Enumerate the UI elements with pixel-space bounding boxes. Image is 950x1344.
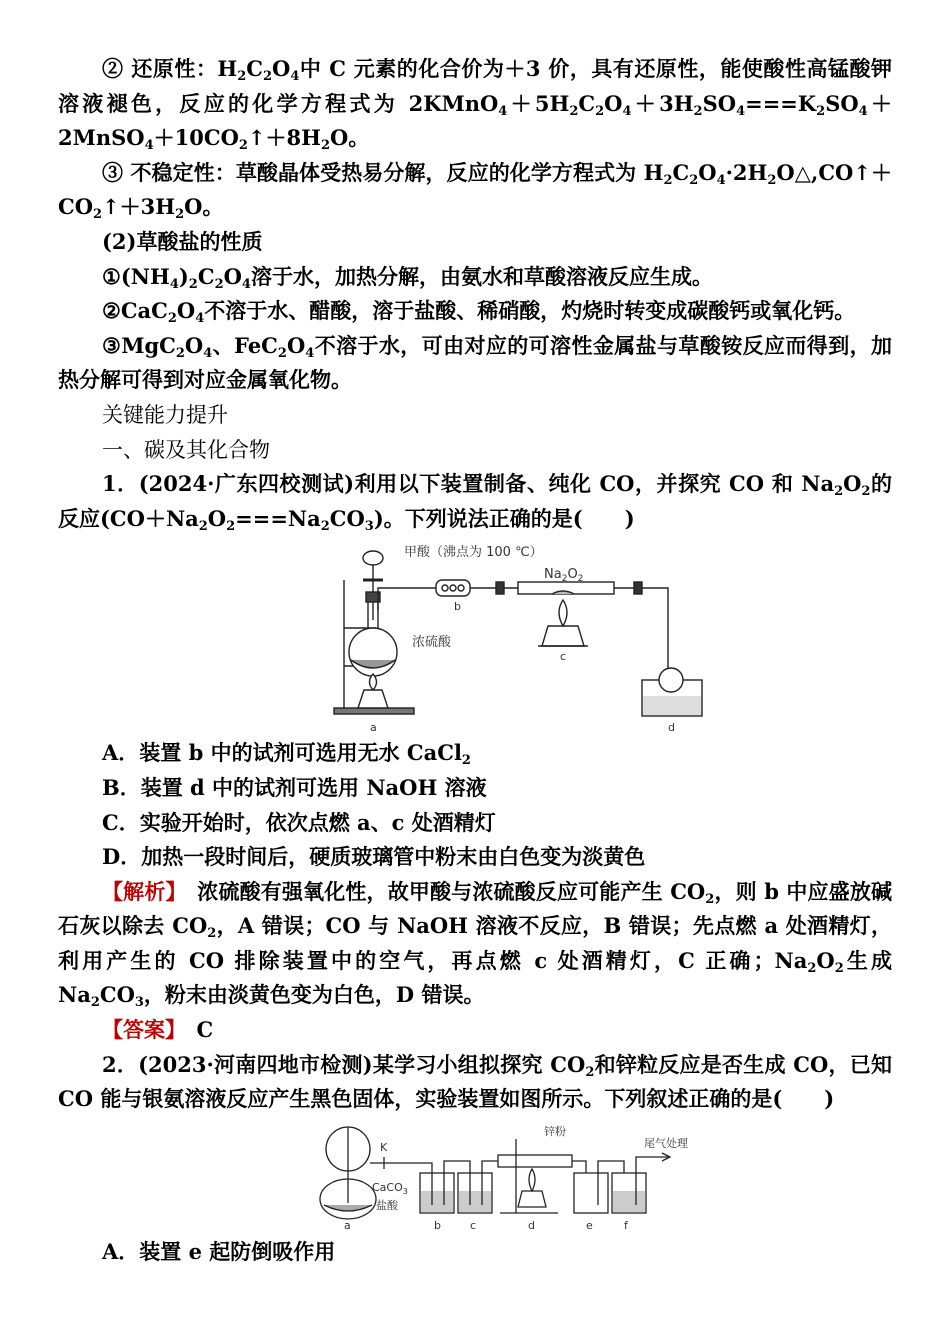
apparatus-diagram-1 (58, 540, 892, 736)
label-b: b (434, 1218, 441, 1232)
paragraph-oxalate-heading: (2)草酸盐的性质 (102, 228, 263, 254)
apparatus-figure-2 (58, 1117, 892, 1235)
label-d: d (668, 721, 675, 735)
paragraph-ammonium-oxalate: $①(NH_4)_2C_2O_4$溶于水，加热分解，由氨水和草酸溶液反应生成。 (102, 263, 713, 292)
label-conc-sulfuric-acid: 浓硫酸 (412, 635, 452, 651)
answer-tag: 【答案】 (102, 1017, 176, 1043)
label-tail-gas: 尾气处理 (644, 1136, 688, 1150)
label-c: c (470, 1218, 477, 1232)
option-1c: C．实验开始时，依次点燃 a、c 处酒精灯 (102, 809, 496, 835)
paragraph-instability: ③ 不稳定性：草酸晶体受热易分解，反应的化学方程式为 $H_2C_2O_4\cdot 2H_2O\triangle,CO↑+CO_2↑+3H_2O$。 (58, 159, 892, 223)
label-a: a (344, 1218, 351, 1232)
label-e: e (586, 1218, 593, 1232)
label-f: f (624, 1218, 628, 1232)
label-formic-acid: 甲酸（沸点为 100 ℃） (404, 545, 543, 561)
label-a: a (370, 721, 377, 735)
paragraph-reducibility: ② 还原性：$H_2C_2O_4$中 C 元素的化合价为＋3 价，具有还原性，能使酸性高锰酸钾溶液褪色，反应的化学方程式为 $2KMnO_4+5H_2C_2O_4+3H_2SO_4===K_2SO_4+2MnSO_4+10CO_2↑+8H_2O$。 (58, 56, 893, 154)
label-hcl: 盐酸 (376, 1198, 398, 1212)
label-d: d (528, 1218, 535, 1232)
section-title-key-ability: 关键能力提升 (102, 402, 228, 427)
section-title-carbon: 一、碳及其化合物 (102, 437, 270, 462)
label-na2o2: $Na_2O_2$ (544, 567, 584, 585)
option-1b: B．装置 d 中的试剂可选用 NaOH 溶液 (102, 774, 487, 800)
label-zinc-powder: 锌粉 (544, 1124, 566, 1138)
option-1d: D．加热一段时间后，硬质玻璃管中粉末由白色变为淡黄色 (102, 844, 646, 870)
apparatus-figure-1 (58, 540, 892, 736)
analysis-tag: 【解析】 (102, 878, 177, 904)
question-1-answer: 【答案】 C (102, 1017, 214, 1043)
question-1-stem: 1．(2024·广东四校测试)利用以下装置制备、纯化 CO，并探究 CO 和 $Na_2O_2$的反应$(CO+Na_2O_2===Na_2CO_3)$。下列说法正确的是( ) (58, 471, 892, 534)
paragraph-mg-fe-oxalate: $③MgC_2O_4$、$FeC_2O_4$不溶于水，可由对应的可溶性金属盐与草酸铵反应而得到，加热分解可得到对应金属氧化物。 (58, 332, 892, 393)
label-k: K (380, 1140, 388, 1154)
label-c: c (560, 650, 567, 664)
question-2-stem: 2．(2023·河南四地市检测)某学习小组拟探究 $CO_2$和锌粒反应是否生成 CO，已知 CO 能与银氨溶液反应产生黑色固体，实验装置如图所示。下列叙述正确的是( ) (58, 1051, 892, 1112)
option-1a: A．装置 b 中的试剂可选用无水 CaCl$_2$ (102, 740, 471, 769)
option-2a: A．装置 e 起防倒吸作用 (102, 1238, 336, 1264)
document-page (58, 52, 892, 1269)
apparatus-diagram-2 (58, 1117, 892, 1235)
label-b: b (454, 600, 461, 614)
paragraph-calcium-oxalate: $②CaC_2O_4$不溶于水、醋酸，溶于盐酸、稀硝酸，灼烧时转变成碳酸钙或氧化钙。 (102, 298, 856, 327)
label-caco3: CaCO$_3$ (372, 1180, 408, 1196)
question-1-analysis: 【解析】 浓硫酸有强氧化性，故甲酸与浓硫酸反应可能产生 $CO_2$，则 b 中应盛放碱石灰以除去 $CO_2$，A 错误；CO 与 NaOH 溶液不反应，B 错误；先点燃 a 处酒精灯，利用产生的 CO 排除装置中的空气，再点燃 c 处酒精灯，C 正确；$Na_2O_2$生成 $Na_2CO_3$，粉末由淡黄色变为白色，D 错误。 (58, 878, 893, 1011)
